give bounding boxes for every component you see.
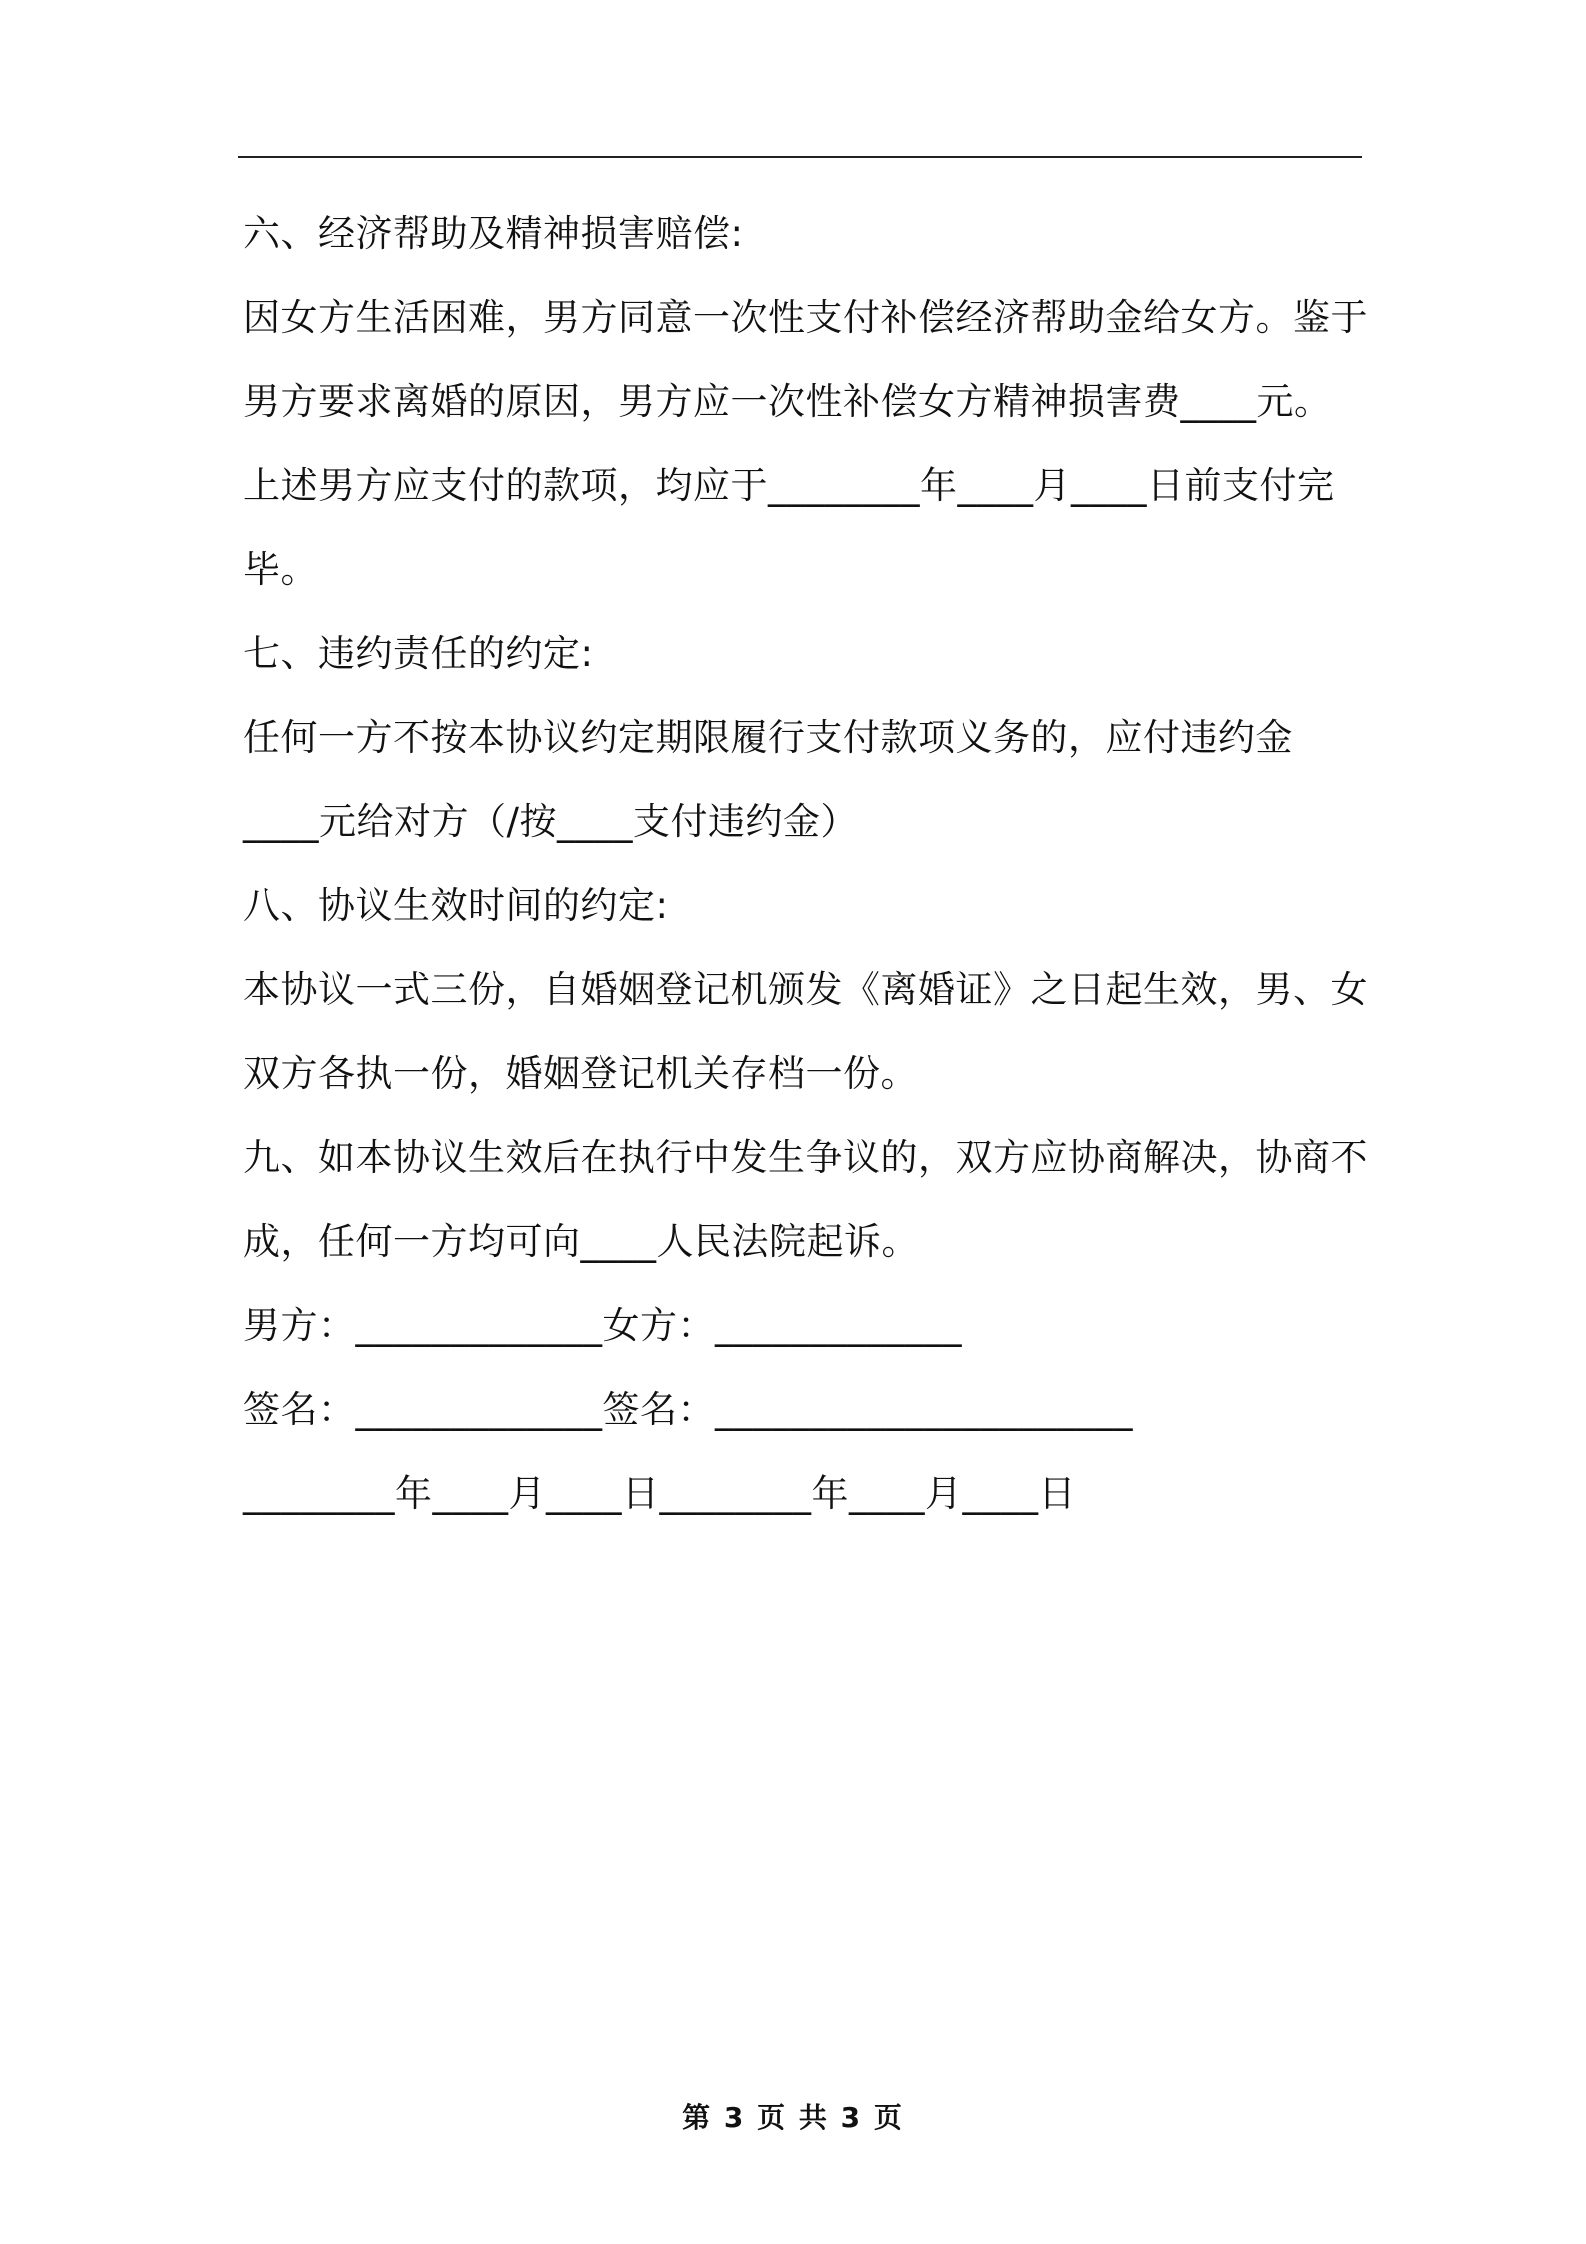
- section-nine-heading: 九、如本协议生效后在执行中发生争议的，双方应协商解决，协商不: [243, 1136, 1368, 1179]
- page-number-footer: 第 3 页 共 3 页: [682, 2101, 904, 2134]
- paragraph-line: 毕。: [243, 548, 318, 591]
- section-eight-heading: 八、协议生效时间的约定:: [243, 884, 669, 927]
- paragraph-line: ____元给对方（/按____支付违约金）: [243, 800, 858, 843]
- section-seven-heading: 七、违约责任的约定:: [243, 632, 594, 675]
- party-names-line: 男方：_____________女方：_____________: [243, 1304, 962, 1347]
- paragraph-line: 本协议一式三份，自婚姻登记机颁发《离婚证》之日起生效，男、女: [243, 968, 1368, 1011]
- signature-line: 签名：_____________签名：______________________: [243, 1388, 1133, 1431]
- paragraph-line: 因女方生活困难，男方同意一次性支付补偿经济帮助金给女方。鉴于: [243, 296, 1368, 339]
- header-divider: [238, 156, 1362, 158]
- paragraph-line: 任何一方不按本协议约定期限履行支付款项义务的，应付违约金: [243, 716, 1293, 759]
- paragraph-line: 成，任何一方均可向____人民法院起诉。: [243, 1220, 919, 1263]
- date-line: ________年____月____日________年____月____日: [243, 1472, 1076, 1515]
- paragraph-line: 上述男方应支付的款项，均应于________年____月____日前支付完: [243, 464, 1335, 507]
- section-six-heading: 六、经济帮助及精神损害赔偿:: [243, 212, 744, 255]
- paragraph-line: 双方各执一份，婚姻登记机关存档一份。: [243, 1052, 918, 1095]
- document-body: [243, 192, 1368, 1536]
- paragraph-line: 男方要求离婚的原因，男方应一次性补偿女方精神损害费____元。: [243, 380, 1332, 423]
